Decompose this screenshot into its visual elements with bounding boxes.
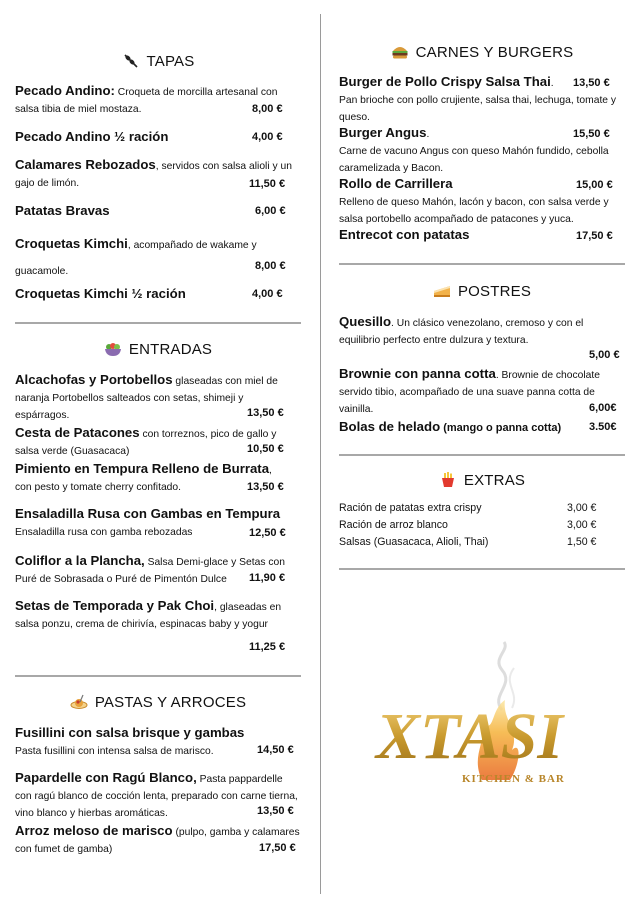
extra-item-price: 3,00 €: [567, 502, 597, 514]
logo-brand: XTASI: [376, 700, 564, 773]
item-price: 10,50 €: [247, 443, 284, 455]
menu-item: Patatas Bravas: [15, 203, 110, 218]
menu-item: Bolas de helado (mango o panna cotta): [339, 419, 562, 434]
extra-item-price: 1,50 €: [567, 536, 597, 548]
menu-item: Fusillini con salsa brisque y gambas Pasta fusillini con intensa salsa de marisco.: [15, 725, 245, 757]
item-price: 6,00€: [589, 402, 617, 414]
item-price: 13,50 €: [247, 481, 284, 493]
menu-item: Arroz meloso de marisco (pulpo, gamba y calamares con fumet de gamba): [15, 823, 300, 855]
pasta-plate-icon: [70, 694, 88, 710]
item-price: 15,50 €: [573, 128, 610, 140]
item-price: 4,00 €: [252, 288, 283, 300]
column-divider: [320, 14, 321, 894]
menu-item: Entrecot con patatas: [339, 227, 470, 242]
menu-item: Pecado Andino ½ ración: [15, 129, 169, 144]
skewer-icon: [122, 53, 140, 69]
menu-item: Setas de Temporada y Pak Choi, glaseadas en salsa ponzu, crema de chirivía, espinacas baby y yogur: [15, 598, 282, 630]
item-price: 11,25 €: [249, 641, 286, 653]
section-title-extras: EXTRAS: [339, 470, 625, 490]
cake-icon: [433, 283, 451, 299]
logo-tagline: KITCHEN & BAR: [462, 773, 565, 785]
menu-item: Papardelle con Ragú Blanco, Pasta pappardelle con ragú blanco de cocción lenta, preparado con carne tierna, vino blanco y hierbas aromáticas.: [15, 770, 298, 819]
item-price: 11,50 €: [249, 178, 286, 190]
xtasi-logo: [370, 640, 608, 790]
extra-item-name: Ración de arroz blanco: [339, 519, 448, 531]
item-price: 17,50 €: [576, 230, 613, 242]
item-price: 11,90 €: [249, 572, 286, 584]
menu-item: Croquetas Kimchi, acompañado de wakame y guacamole.: [15, 236, 257, 277]
menu-item: Pimiento en Tempura Relleno de Burrata, con pesto y tomate cherry confitado.: [15, 461, 272, 493]
menu-item: Burger Angus. Carne de vacuno Angus con queso Mahón fundido, cebolla caramelizada y Bacon.: [339, 125, 609, 174]
item-price: 12,50 €: [249, 527, 286, 539]
section-title-tapas: TAPAS: [15, 51, 301, 71]
menu-item: Brownie con panna cotta. Brownie de chocolate servido tibio, acompañado de una suave panna cotta de vainilla.: [339, 366, 600, 415]
item-price: 5,00 €: [589, 349, 620, 361]
item-price: 14,50 €: [257, 744, 294, 756]
menu-item: Calamares Rebozados, servidos con salsa alioli y un gajo de limón.: [15, 157, 292, 189]
section-title-carnes: CARNES Y BURGERS: [339, 42, 625, 62]
section-divider: [339, 568, 625, 570]
fries-icon: [439, 472, 457, 488]
extra-item-name: Salsas (Guasacaca, Alioli, Thai): [339, 536, 489, 548]
menu-item: Pecado Andino: Croqueta de morcilla artesanal con salsa tibia de miel mostaza.: [15, 83, 278, 115]
menu-item: Alcachofas y Portobellos glaseadas con miel de naranja Portobellos salteados con setas, shimeji y espárragos.: [15, 372, 278, 421]
section-title-postres: POSTRES: [339, 281, 625, 301]
section-divider: [339, 263, 625, 265]
item-price: 8,00 €: [255, 260, 286, 272]
section-title-entradas: ENTRADAS: [15, 339, 301, 359]
salad-bowl-icon: [104, 341, 122, 357]
menu-item: Quesillo. Un clásico venezolano, cremoso y con el equilibrio perfecto entre dulzura y textura.: [339, 314, 584, 346]
section-divider: [339, 454, 625, 456]
extra-item-price: 3,00 €: [567, 519, 597, 531]
burger-icon: [391, 44, 409, 60]
item-price: 8,00 €: [252, 103, 283, 115]
menu-item: Croquetas Kimchi ½ ración: [15, 286, 186, 301]
menu-item: Coliflor a la Plancha, Salsa Demi-glace y Setas con Puré de Sobrasada o Puré de Pimentón Dulce: [15, 553, 285, 585]
menu-item: Ensaladilla Rusa con Gambas en Tempura Ensaladilla rusa con gamba rebozadas: [15, 506, 281, 538]
menu-item: Burger de Pollo Crispy Salsa Thai. Pan brioche con pollo crujiente, salsa thai, lechuga, tomate y queso.: [339, 74, 617, 123]
item-price: 13,50 €: [573, 77, 610, 89]
item-price: 13,50 €: [257, 805, 294, 817]
item-price: 13,50 €: [247, 407, 284, 419]
extra-item-name: Ración de patatas extra crispy: [339, 502, 482, 514]
item-price: 4,00 €: [252, 131, 283, 143]
section-divider: [15, 675, 301, 677]
item-price: 6,00 €: [255, 205, 286, 217]
menu-item: Cesta de Patacones con torreznos, pico de gallo y salsa verde (Guasacaca): [15, 425, 277, 457]
item-price: 3.50€: [589, 421, 617, 433]
section-title-pastas: PASTAS Y ARROCES: [15, 692, 301, 712]
item-price: 17,50 €: [259, 842, 296, 854]
item-price: 15,00 €: [576, 179, 613, 191]
menu-item: Rollo de Carrillera Relleno de queso Mahón, lacón y bacon, con salsa verde y salsa portobello acompañado de patacones y yuca.: [339, 176, 609, 225]
section-divider: [15, 322, 301, 324]
